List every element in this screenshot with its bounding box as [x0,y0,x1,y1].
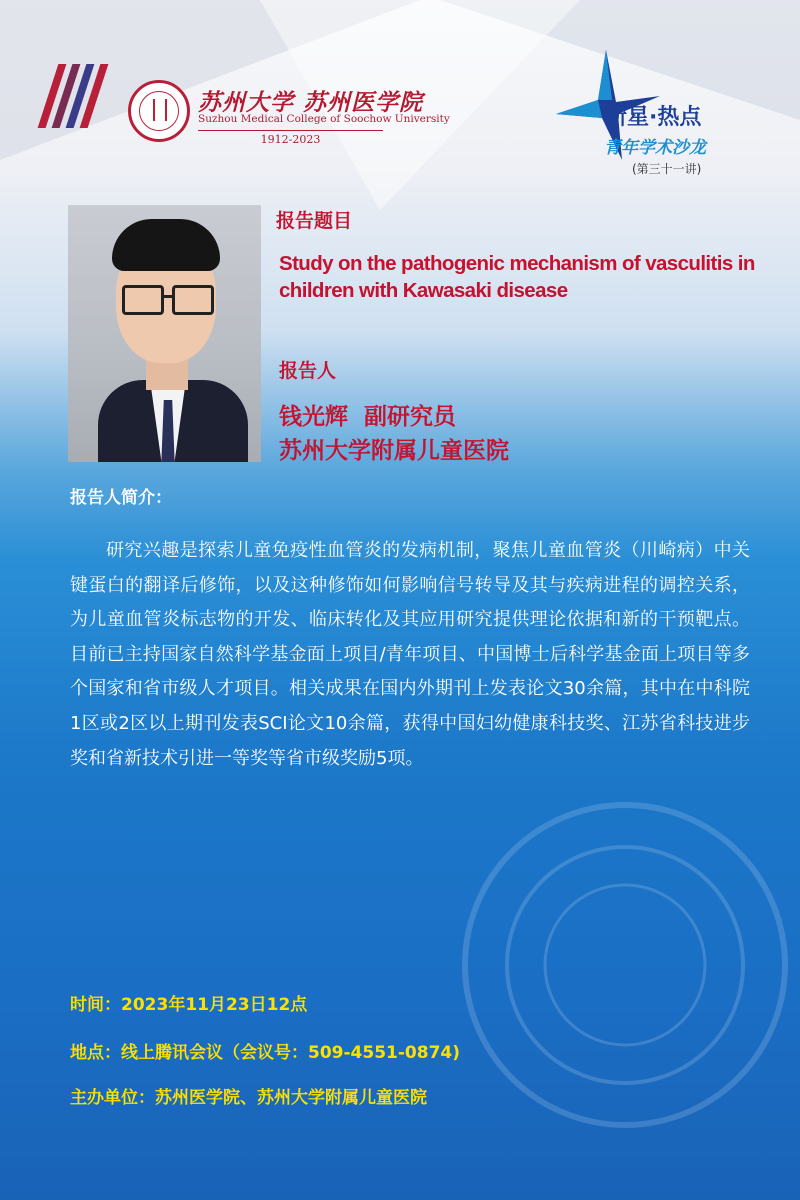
university-seal-icon [128,80,190,142]
series-subtitle: 青年学术沙龙 [604,138,706,158]
event-organizer: 主办单位：苏州医学院、苏州大学附属儿童医院 [70,1088,427,1108]
university-years: 1912-2023 [260,133,321,146]
bio-label: 报告人简介： [70,488,172,508]
bio-text: 研究兴趣是探索儿童免疫性血管炎的发病机制，聚焦儿童血管炎（川崎病）中关键蛋白的翻译后修饰，以及这种修饰如何影响信号转导及其与疾病进程的调控关系，为儿童血管炎标志物的开发、临床转化及其应用研究提供理论依据和新的干预靶点。目前已主持国家自然科学基金面上项目/青年项目、中国博士后科学基金面上项目等多个国家和省市级人才项目。相关成果在国内外期刊上发表论文30余篇，其中在中科院1区或2区以上期刊发表SCI论文10余篇，获得中国妇幼健康科技奖、江苏省科技进步奖和省新技术引进一等奖等省市级奖励5项。 [70,540,750,769]
divider [198,130,383,131]
event-time: 时间：2023年11月23日12点 [70,995,308,1015]
talk-title-label: 报告题目 [276,210,353,232]
speaker-name: 钱光辉 副研究员 [279,404,457,430]
lecture-number: (第三十一讲) [632,162,702,176]
college-stripes-logo-icon [48,64,104,134]
speaker-photo [68,205,261,462]
speaker-affiliation: 苏州大学附属儿童医院 [279,438,509,464]
university-name-en: Suzhou Medical College of Soochow University [198,113,450,125]
talk-title: Study on the pathogenic mechanism of vasculitis in children with Kawasaki disease [279,252,755,302]
series-title: 新星·热点 [605,105,702,130]
university-name-cn: 苏州大学 苏州医学院 [198,89,424,116]
speaker-label: 报告人 [279,360,337,382]
university-seal-watermark-icon [460,800,790,1130]
event-location: 地点：线上腾讯会议（会议号：509-4551-0874) [70,1043,460,1063]
